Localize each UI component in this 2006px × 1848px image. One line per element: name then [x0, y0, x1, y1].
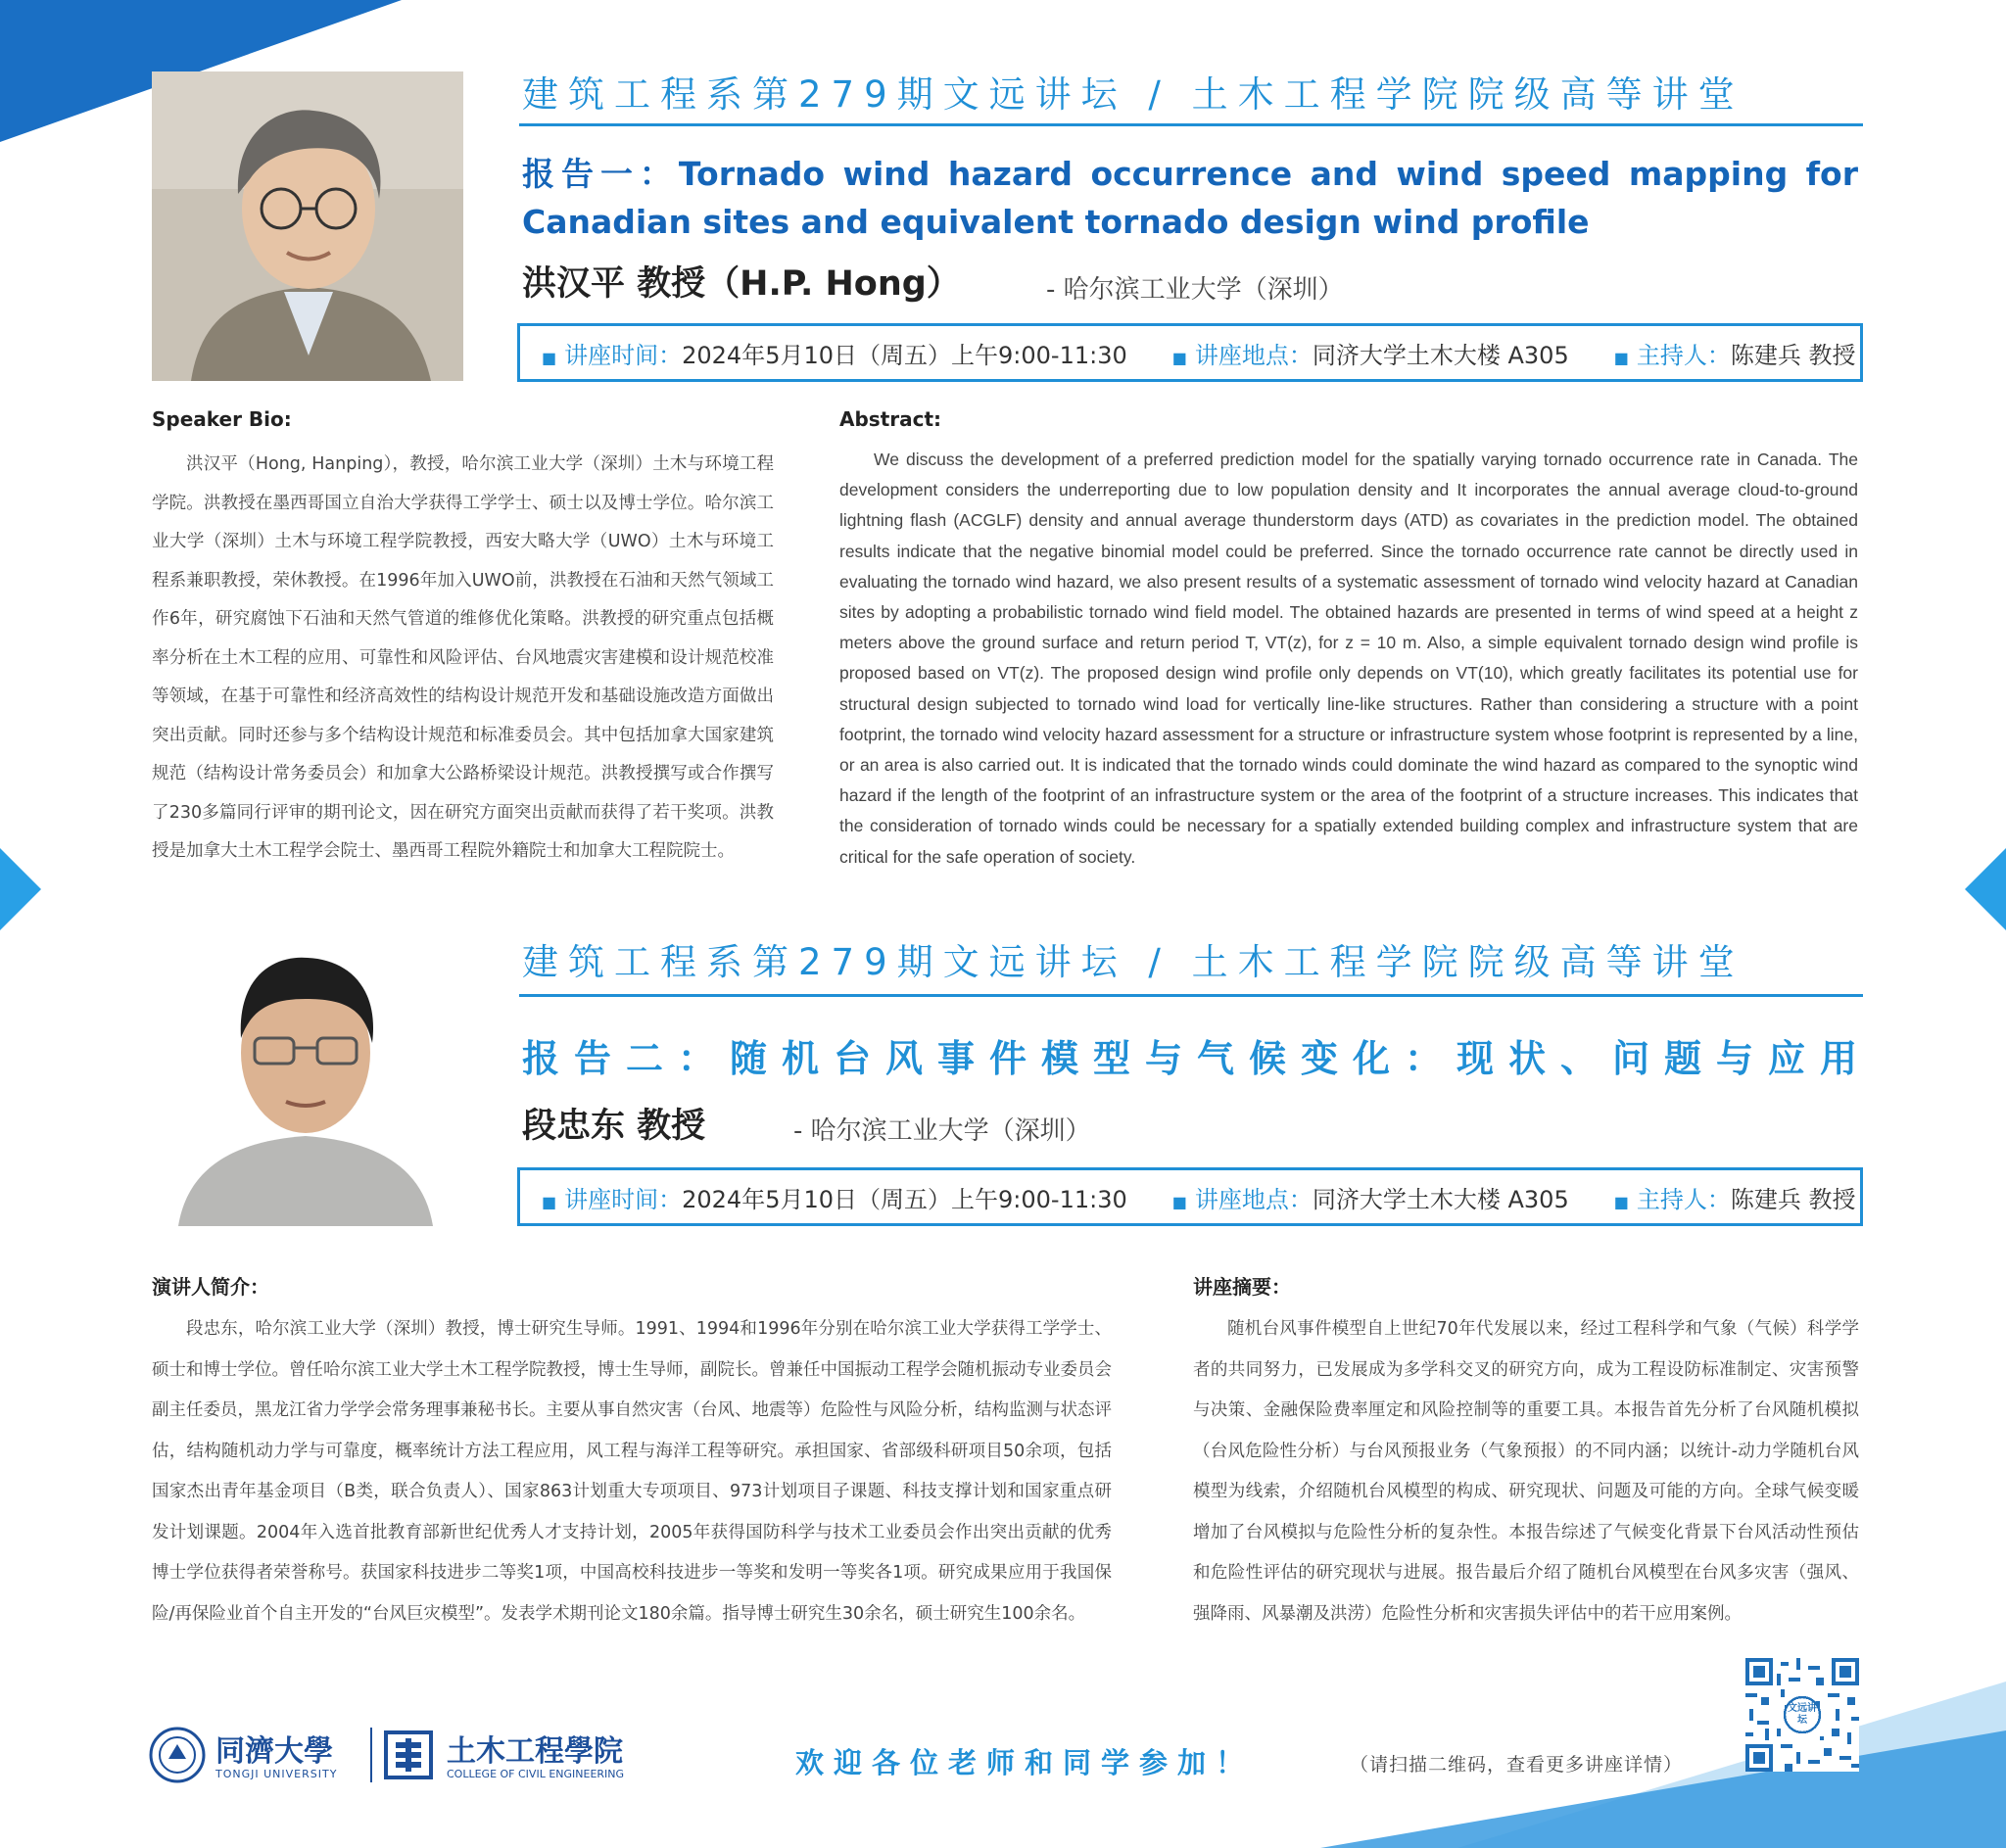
talk1-series-title: 建筑工程系第279期文远讲坛 / 土木工程学院院级高等讲堂	[522, 73, 1744, 116]
bullet-square-icon: ■	[1171, 348, 1187, 367]
talk2-place: ■ 讲座地点：同济大学土木大楼 A305	[1171, 1185, 1569, 1213]
scan-qr-note: （请扫描二维码，查看更多讲座详情）	[1350, 1754, 1684, 1776]
logo-divider	[370, 1728, 372, 1782]
talk1-info-box	[517, 323, 1863, 382]
talk2-abstract-text: 随机台风事件模型自上世纪70年代发展以来，经过工程科学和气象（气候）科学学者的共同努力，已发展成为多学科交叉的研究方向，成为工程设防标准制定、灾害预警与决策、金融保险费率厘定和风险控制等的重要工具。本报告首先分析了台风随机模拟（台风危险性分析）与台风预报业务（气象预报）的不同内涵；以统计-动力学随机台风模型为线索，介绍随机台风模型的构成、研究现状、问题及可能的方向。全球气候变暖增加了台风模拟与危险性分析的复杂性。本报告综述了气候变化背景下台风活动性预估和危险性评估的研究现状与进展。报告最后介绍了随机台风模型在台风多灾害（强风、强降雨、风暴潮及洪涝）危险性分析和灾害损失评估中的若干应用案例。	[1193, 1319, 1859, 1624]
bullet-square-icon: ■	[1613, 348, 1629, 367]
talk2-affiliation: - 哈尔滨工业大学（深圳）	[793, 1116, 1091, 1146]
talk1-host: ■ 主持人：陈建兵 教授	[1613, 341, 1856, 369]
qr-code[interactable]	[1745, 1658, 1859, 1772]
bullet-square-icon: ■	[1171, 1192, 1187, 1211]
bullet-square-icon: ■	[1613, 1192, 1629, 1211]
talk2-bio-text: 段忠东，哈尔滨工业大学（深圳）教授，博士研究生导师。1991、1994和1996年分别在哈尔滨工业大学获得工学学士、硕士和博士学位。曾任哈尔滨工业大学土木工程学院教授，博士生导师，副院长。曾兼任中国振动工程学会随机振动专业委员会副主任委员，黑龙江省力学学会常务理事兼秘书长。主要从事自然灾害（台风、地震等）危险性与风险分析，结构监测与状态评估，结构随机动力学与可靠度，概率统计方法工程应用，风工程与海洋工程等研究。承担国家、省部级科研项目50余项，包括国家杰出青年基金项目（B类，联合负责人）、国家863计划重大专项项目、973计划项目子课题、科技支撑计划和国家重点研发计划课题。2004年入选首批教育部新世纪优秀人才支持计划，2005年获得国防科学与技术工业委员会作出突出贡献的优秀博士学位获得者荣誉称号。获国家科技进步二等奖1项，中国高校科技进步一等奖和发明一等奖各1项。研究成果应用于我国保险/再保险业首个自主开发的“台风巨灾模型”。发表学术期刊论文180余篇。指导博士研究生30余名，硕士研究生100余名。	[152, 1319, 1112, 1624]
talk1-time: ■ 讲座时间：2024年5月10日（周五）上午9:00-11:30	[542, 341, 1127, 369]
talk2-divider	[519, 994, 1863, 997]
talk2-abstract-heading: 讲座摘要：	[1193, 1275, 1291, 1299]
college-emblem-icon	[384, 1730, 433, 1779]
tongji-seal-icon	[149, 1727, 206, 1783]
talk2-title: 报告二：随机台风事件模型与气候变化：现状、问题与应用	[522, 1037, 1873, 1080]
talk1-bio-text: 洪汉平（Hong, Hanping），教授，哈尔滨工业大学（深圳）土木与环境工程学院。洪教授在墨西哥国立自治大学获得工学学士、硕士以及博士学位。哈尔滨工业大学（深圳）土木与环境工程学院教授，西安大略大学（UWO）土木与环境工程系兼职教授，荣休教授。在1996年加入UWO前，洪教授在石油和天然气领域工作6年，研究腐蚀下石油和天然气管道的维修优化策略。洪教授的研究重点包括概率分析在土木工程的应用、可靠性和风险评估、台风地震灾害建模和设计规范校准等领域，在基于可靠性和经济高效性的结构设计规范开发和基础设施改造方面做出突出贡献。同时还参与多个结构设计规范和标准委员会。其中包括加拿大国家建筑规范（结构设计常务委员会）和加拿大公路桥梁设计规范。洪教授撰写或合作撰写了230多篇同行评审的期刊论文，因在研究方面突出贡献而获得了若干奖项。洪教授是加拿大土木工程学会院士、墨西哥工程院外籍院士和加拿大工程院院士。	[152, 454, 774, 861]
college-logo	[384, 1727, 648, 1785]
speaker2-photo	[149, 921, 462, 1226]
talk1-title: 报告一：Tornado wind hazard occurrence and wind speed mapping for Canadian sites and equivalent tornado design wind profile	[522, 155, 1858, 241]
right-arrow-icon	[1965, 848, 2006, 930]
talk1-abstract-heading: Abstract:	[839, 407, 942, 431]
talk1-place: ■ 讲座地点：同济大学土木大楼 A305	[1171, 341, 1569, 369]
college-name-cn: 土木工程學院	[447, 1734, 623, 1769]
bullet-square-icon: ■	[542, 348, 557, 367]
tongji-logo	[149, 1727, 374, 1785]
talk1-divider	[519, 123, 1863, 126]
talk1-bio-heading: Speaker Bio:	[152, 407, 292, 431]
corner-decoration-bottom-right	[1320, 1730, 2006, 1848]
talk1-abstract-text: We discuss the development of a preferred prediction model for the spatially varying tornado occurrence rate in Canada. The development considers the underreporting due to low population density and It incorporates the annual average cloud-to-ground lightning flash (ACGLF) density and annual average thunderstorm days (ATD) as covariates in the prediction model. The obtained results indicate that the negative binomial model could be preferred. Since the tornado occurrence rate cannot be directly used in evaluating the tornado wind hazard, we also present results of a systematic assessment of tornado wind velocity hazard at Canadian sites by adopting a probabilistic tornado wind field model. The obtained hazards are presented in terms of wind speed at a height z meters above the ground surface and return period T, VT(z), for z = 10 m. Also, a simple equivalent tornado design wind profile is proposed based on VT(z). The proposed design wind profile only depends on VT(10), which greatly facilitates its potential use for structural design subjected to tornado wind load for vertically line-like structures. Rather than considering a structure with a point footprint, the tornado wind velocity hazard assessment for a structure or infrastructure system whose footprint is represented by a line, or an area is also carried out. It is indicated that the tornado winds could dominate the wind hazard as compared to the synoptic wind hazard if the length of the footprint of an infrastructure system or the area of the footprint of a structure increases. This indicates that the consideration of tornado winds could be necessary for a spatially extended building complex and infrastructure system that are critical for the safe operation of society.	[839, 450, 1858, 867]
college-name-en: COLLEGE OF CIVIL ENGINEERING	[447, 1768, 625, 1780]
bullet-square-icon: ■	[542, 1192, 557, 1211]
talk2-series-title: 建筑工程系第279期文远讲坛 / 土木工程学院院级高等讲堂	[522, 941, 1744, 983]
speaker1-photo	[152, 71, 463, 381]
qr-center-label: 文远讲坛	[1788, 1703, 1817, 1726]
tongji-name-cn: 同濟大學	[215, 1734, 333, 1769]
talk1-speaker-name: 洪汉平 教授（H.P. Hong）	[522, 264, 961, 304]
talk2-time: ■ 讲座时间：2024年5月10日（周五）上午9:00-11:30	[542, 1185, 1127, 1213]
talk1-affiliation: - 哈尔滨工业大学（深圳）	[1046, 275, 1344, 305]
talk2-host: ■ 主持人：陈建兵 教授	[1613, 1185, 1856, 1213]
welcome-message: 欢迎各位老师和同学参加！	[795, 1746, 1255, 1779]
talk2-speaker-name: 段忠东 教授	[522, 1107, 706, 1146]
talk2-info-box	[517, 1167, 1863, 1226]
talk2-bio-heading: 演讲人简介：	[152, 1275, 269, 1299]
left-arrow-icon	[0, 848, 41, 930]
tongji-name-en: TONGJI UNIVERSITY	[215, 1768, 338, 1780]
